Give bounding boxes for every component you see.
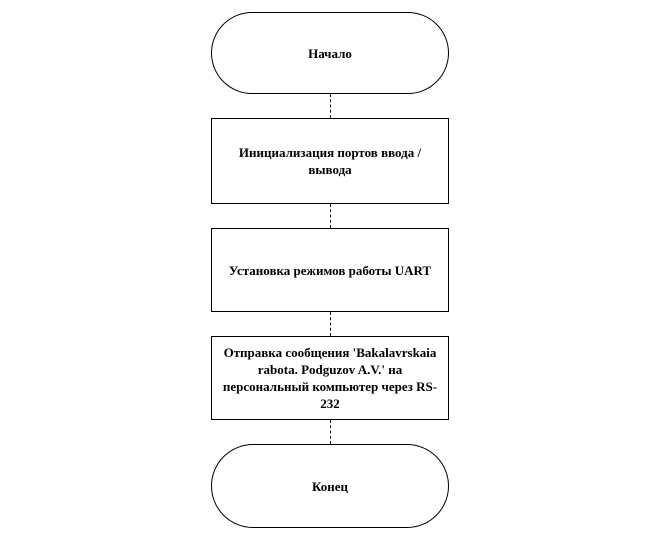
connector-step2-step3 — [330, 312, 331, 336]
connector-start-step1 — [330, 94, 331, 118]
step3-label: Отправка сообщения 'Bakalavrskaia rabota. Podguzov A.V.' на персональный компьютер через RS-232 — [222, 345, 438, 411]
end-terminal — [211, 444, 449, 528]
connector-step1-step2 — [330, 204, 331, 228]
end-label: Конец — [311, 478, 349, 494]
step1-label: Инициализация портов ввода / вывода — [238, 145, 422, 177]
start-label: Начало — [308, 45, 352, 61]
step2-label: Установка режимов работы UART — [228, 262, 432, 278]
connector-step3-end — [330, 420, 331, 444]
process-send-message — [211, 336, 449, 420]
start-terminal — [211, 12, 449, 94]
process-uart-setup — [211, 228, 449, 312]
process-init-ports — [211, 118, 449, 204]
